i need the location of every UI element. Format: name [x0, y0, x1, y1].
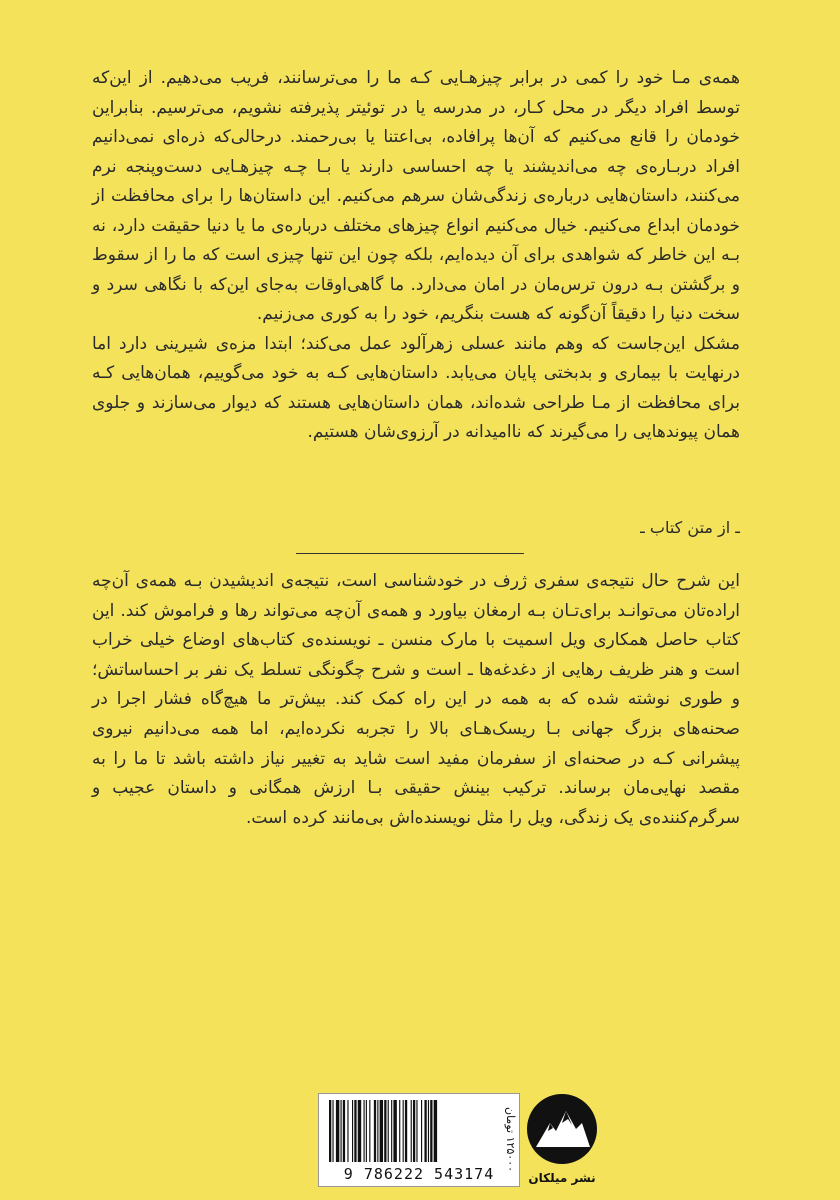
barcode-bar	[347, 1100, 348, 1162]
barcode-bar	[430, 1100, 432, 1162]
barcode-bar	[434, 1100, 437, 1162]
publisher-name: نشر میلکان	[528, 1171, 596, 1185]
mountains-in-circle-icon	[526, 1093, 598, 1165]
barcode-bar	[399, 1100, 400, 1162]
barcode-bar	[358, 1100, 361, 1162]
barcode-bar	[374, 1100, 376, 1162]
barcode-bar	[388, 1100, 389, 1162]
barcode-bar	[341, 1100, 342, 1162]
barcode-bar	[391, 1100, 392, 1162]
barcode-bar	[413, 1100, 415, 1162]
book-blurb: این شرح حال نتیجه‌ی سفری ژرف در خودشناسی است، نتیجه‌ی اندیشیدن بـه همه‌ی آن‌چه اراده‌تان می‌توانـد برای‌تـان بـه ارمغان بیاورد و همه‌ی آن‌چه می‌تواند رها و فراموش کند. این کتاب حاصل همکاری ویل اسمیت با مارک منسن ـ نویسنده‌ی کتاب‌های اوضاع خیلی خراب است و هنر ظریف رهایی از دغدغه‌ها ـ است و شرح چگونگی تسلط یک نفر بر احساساتش؛ و طوری نوشته شده که به همه در این راه کمک کند. بیش‌تر ما هیچ‌گاه فشار اجرا در صحنه‌های بزرگ جهانی بـا ریسک‌هـای بالا را تجربه نکرده‌ایم، اما همه می‌دانیم نیروی پیشرانی کـه در صحنه‌ای از سفرمان مفید است شاید به تغییر نیاز داشته باشد تا ما را به مقصد نهایی‌مان برساند. ترکیب بینش حقیقی بـا ارزش همگانی و داستان عجیب و سرگرم‌کننده‌ی یک زندگی، ویل را مثل نویسنده‌اش بی‌مانند کرده است.	[92, 571, 740, 828]
barcode-bar	[428, 1100, 429, 1162]
barcode-bar	[403, 1100, 404, 1162]
barcode-bar	[377, 1100, 378, 1162]
barcode-bar	[393, 1100, 396, 1162]
isbn-number: 9 786222 543174	[343, 1165, 495, 1183]
barcode-bar	[369, 1100, 370, 1162]
excerpt-paragraph-1: همه‌ی مـا خود را کمی در برابر چیزهـایی کـه ما را می‌ترسانند، فریب می‌دهیم. از این‌که توسط افراد دیگر در محل کـار، در مدرسه یا در توئیتر پذیرفته نشویم، می‌ترسیم. بنابراین خودمان را قانع می‌کنیم که آن‌ها پرافاده، بی‌اعتنا یا بی‌رحمند. درحالی‌که ذره‌ای نمی‌دانیم افراد دربـاره‌ی چه می‌اندیشند یا چه احساسی دارند یا بـا چـه چیزهـایی دست‌وپنجه نرم می‌کنند، داستان‌هایی درباره‌ی زندگی‌شان سرهم می‌کنیم. این داستان‌ها را برای محافظت از خودمان ابداع می‌کنیم. خیال می‌کنیم انواع چیزهای مختلف درباره‌ی ما یا دنیا حقیقت دارد، نه بـه این خاطر که شواهدی برای آن دیده‌ایم، بلکه چون این تنها چیزی است که ما را از سقوط و برگشتن بـه درون ترس‌مان در امان می‌دارد. ما گاهی‌اوقات به‌جای این‌که با نگاهی سرد و سخت دنیا را دقیقاً آن‌گونه که هست بنگریم، خود را به کوری می‌زنیم.	[92, 68, 740, 324]
barcode-bar	[364, 1100, 365, 1162]
barcode-bar	[366, 1100, 367, 1162]
excerpt-source: ـ از متن کتاب ـ	[640, 518, 740, 537]
barcode-bar	[329, 1100, 331, 1162]
section-divider	[296, 553, 524, 554]
barcode-bar	[411, 1100, 412, 1162]
barcode-bars	[327, 1100, 503, 1162]
barcode-bar	[380, 1100, 383, 1162]
barcode-bar	[332, 1100, 333, 1162]
barcode-bar	[336, 1100, 339, 1162]
publisher-logo	[526, 1093, 598, 1185]
price-label: ۱۲۵۰۰۰ تومان	[504, 1107, 517, 1173]
barcode-bar	[354, 1100, 356, 1162]
barcode-bar	[424, 1100, 426, 1162]
barcode-bar	[352, 1100, 353, 1162]
isbn-barcode	[318, 1093, 520, 1187]
barcode-bar	[416, 1100, 417, 1162]
barcode-bar	[421, 1100, 422, 1162]
barcode-bar	[384, 1100, 386, 1162]
excerpt-paragraph-2: مشکل این‌جاست که وهم مانند عسلی زهرآلود عمل می‌کند؛ ابتدا مزه‌ی شیرینی دارد اما درنهایت با بیماری و بدبختی پایان می‌یابد. داستان‌هایی کـه به خود می‌گوییم، همان‌هایی کـه برای محافظت از مـا طراحی شده‌اند، همان داستان‌هایی هستند که دیوار می‌سازند و جلوی همان پیوندهایی را می‌گیرند که ناامیدانه در آرزوی‌شان هستیم.	[92, 333, 740, 442]
book-excerpt	[92, 64, 740, 448]
barcode-bar	[405, 1100, 407, 1162]
barcode-bar	[343, 1100, 345, 1162]
